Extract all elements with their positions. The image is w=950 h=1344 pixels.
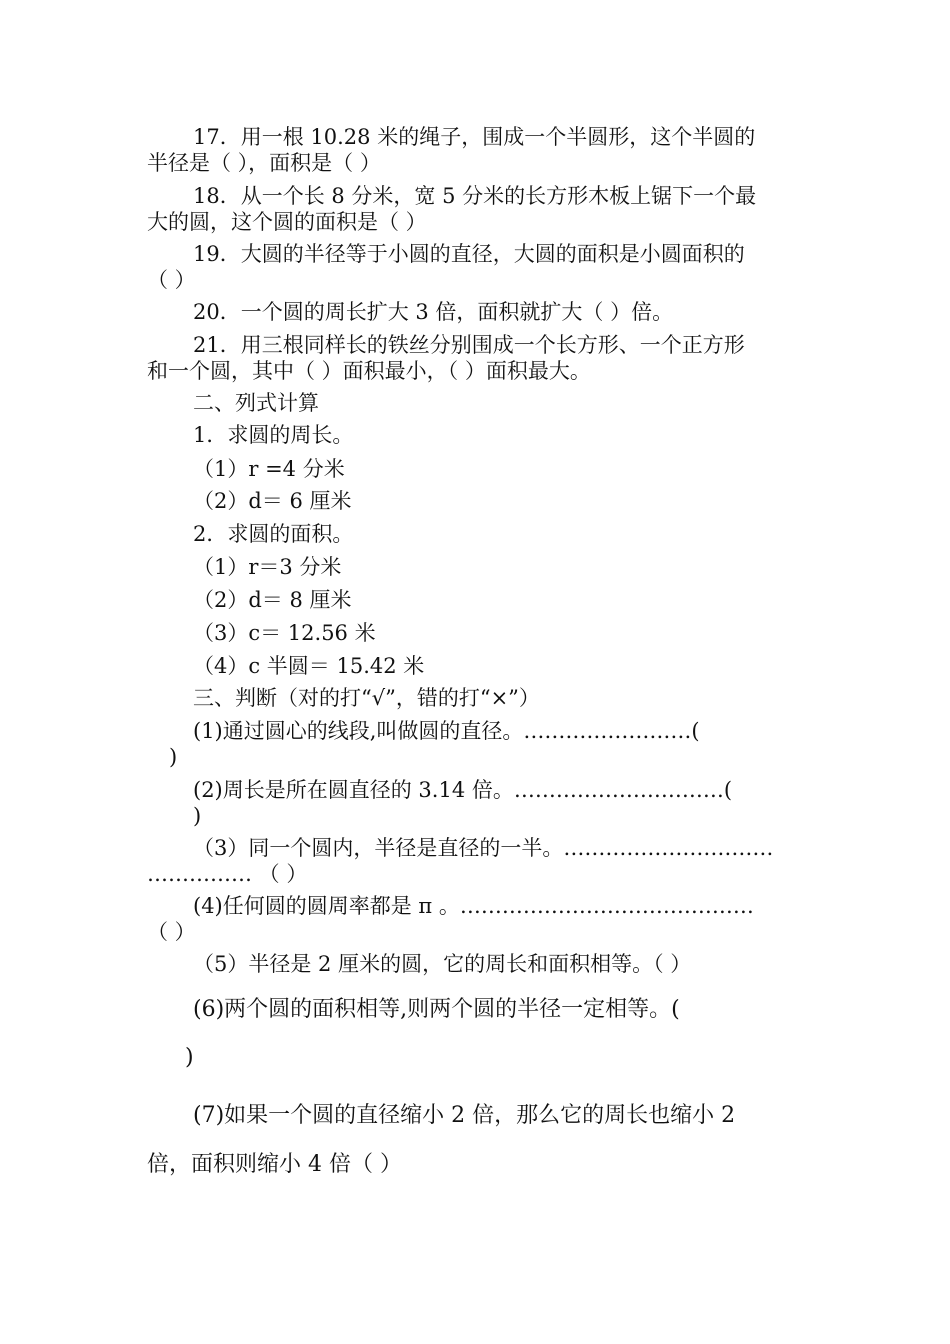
text-line: （4）c 半圆＝ 15.42 米 — [193, 654, 425, 678]
text-line: 半径是（ ），面积是（ ） — [147, 151, 381, 175]
section-heading: 三、判断（对的打“√”，错的打“×”） — [193, 686, 540, 710]
text-line: (2)周长是所在圆直径的 3.14 倍。…………………………( — [193, 778, 733, 802]
text-line: 17．用一根 10.28 米的绳子，围成一个半圆形，这个半圆的 — [193, 125, 756, 149]
text-line: …………… （ ） — [147, 862, 308, 886]
text-line: 和一个圆，其中（ ）面积最小，（ ）面积最大。 — [147, 359, 591, 383]
text-line: (4)任何圆的圆周率都是 π 。…………………………………… — [193, 894, 754, 918]
text-line: ) — [193, 804, 202, 828]
text-line: 21．用三根同样长的铁丝分别围成一个长方形、一个正方形 — [193, 333, 745, 357]
text-line: (7)如果一个圆的直径缩小 2 倍，那么它的周长也缩小 2 — [193, 1103, 736, 1128]
text-line: 倍，面积则缩小 4 倍（ ） — [147, 1152, 402, 1177]
text-line: 19．大圆的半径等于小圆的直径，大圆的面积是小圆面积的 — [193, 242, 745, 266]
text-line: （ ） — [147, 268, 196, 292]
text-line: 1．求圆的周长。 — [193, 423, 354, 447]
text-line: （3）同一个圆内，半径是直径的一半。………………………… — [193, 836, 774, 860]
text-line: 2．求圆的面积。 — [193, 522, 354, 546]
text-line: （ ） — [147, 920, 196, 944]
text-line: ) — [169, 745, 178, 769]
text-line: （2）d＝ 8 厘米 — [193, 588, 352, 612]
text-line: (6)两个圆的面积相等,则两个圆的半径一定相等。( — [193, 997, 680, 1022]
text-line: （5）半径是 2 厘米的圆，它的周长和面积相等。（ ） — [193, 952, 692, 976]
text-line: 20．一个圆的周长扩大 3 倍，面积就扩大（ ）倍。 — [193, 300, 674, 324]
text-line: （2）d＝ 6 厘米 — [193, 489, 352, 513]
text-line: 18．从一个长 8 分米，宽 5 分米的长方形木板上锯下一个最 — [193, 184, 757, 208]
text-line: ) — [185, 1045, 194, 1070]
text-line: （3）c＝ 12.56 米 — [193, 621, 376, 645]
text-line: （1）r＝3 分米 — [193, 555, 342, 579]
section-heading: 二、列式计算 — [193, 391, 319, 415]
text-line: （1）r =4 分米 — [193, 457, 345, 481]
text-line: 大的圆，这个圆的面积是（ ） — [147, 210, 427, 234]
text-line: (1)通过圆心的线段,叫做圆的直径。……………………( — [193, 719, 700, 743]
